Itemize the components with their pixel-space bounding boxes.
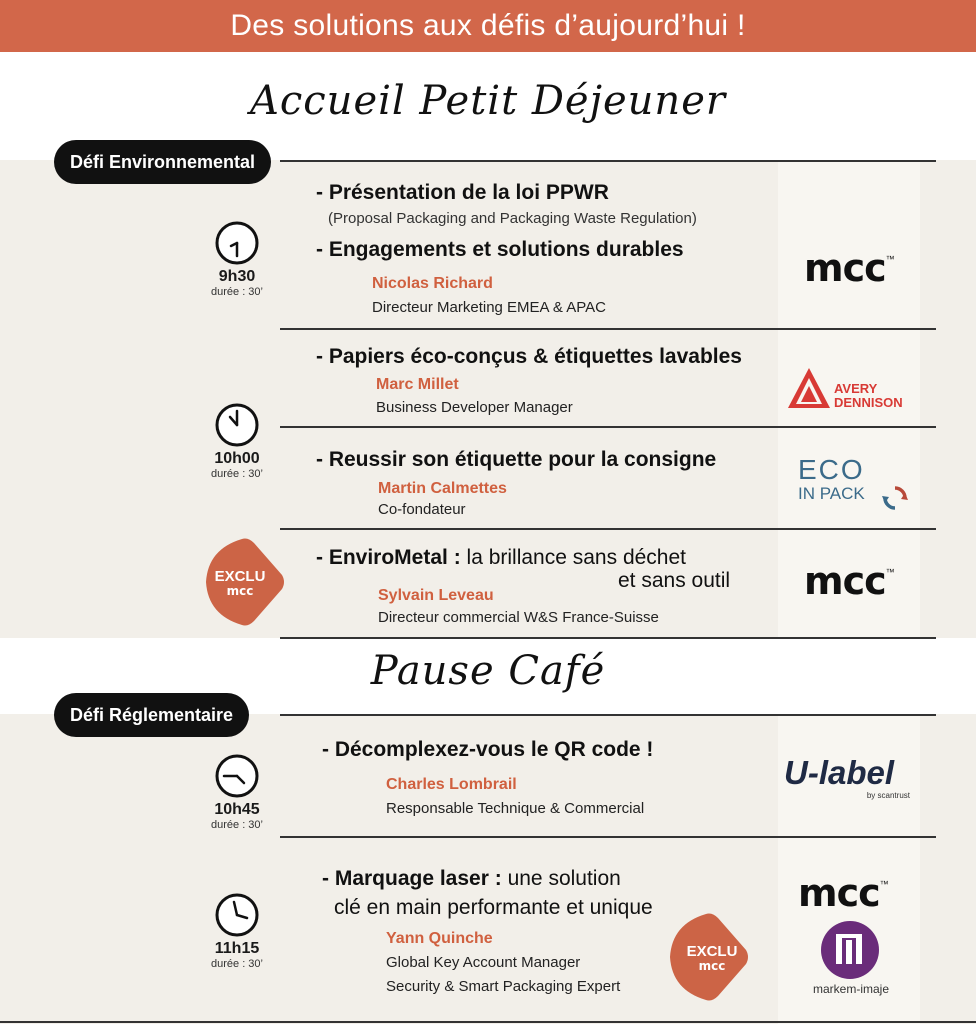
eco-in-pack-logo: ECO IN PACK	[798, 455, 910, 517]
section-pill-regulatory: Défi Réglementaire	[54, 693, 249, 737]
speaker-role: Directeur Marketing EMEA & APAC	[372, 299, 606, 316]
speaker-name: Sylvain Leveau	[378, 587, 494, 604]
env-rule-3	[280, 528, 936, 530]
markem-imaje-mark-icon	[820, 920, 880, 980]
mcc-logo: mcc™	[804, 246, 895, 290]
duration-label: durée : 30’	[211, 958, 263, 970]
env-rule-1	[280, 328, 936, 330]
session-topic: - Reussir son étiquette pour la consigne	[316, 448, 717, 471]
time-label: 10h45	[214, 801, 260, 818]
svg-text:mcc: mcc	[226, 584, 254, 598]
duration-label: durée : 30’	[211, 468, 263, 480]
session-topic: - Papiers éco-conçus & étiquettes lavables	[316, 345, 742, 368]
svg-text:mcc: mcc	[698, 959, 726, 973]
speaker-name: Marc Millet	[376, 376, 459, 393]
time-label: 9h30	[218, 268, 256, 285]
duration-label: durée : 30’	[211, 286, 263, 298]
duration-label: durée : 30’	[211, 819, 263, 831]
section-pill-environmental: Défi Environnemental	[54, 140, 271, 184]
markem-imaje-logo: markem-imaje	[796, 920, 906, 1000]
session-topic	[322, 867, 621, 891]
svg-text:EXCLU: EXCLU	[686, 943, 738, 960]
session-time-11h15	[187, 892, 287, 970]
exclu-badge	[204, 537, 286, 627]
time-label: 10h00	[214, 450, 260, 467]
reg-rule-1	[280, 836, 936, 838]
speaker-role: Security & Smart Packaging Expert	[386, 978, 621, 995]
speaker-role: Directeur commercial W&S France-Suisse	[378, 609, 659, 626]
clock-icon	[214, 892, 260, 938]
session-topic-line2: clé en main performante et unique	[334, 896, 653, 919]
speaker-role: Co-fondateur	[378, 501, 466, 518]
svg-text:EXCLU: EXCLU	[214, 568, 266, 585]
avery-dennison-mark-icon	[786, 366, 832, 410]
speaker-name: Yann Quinche	[386, 930, 493, 947]
time-label: 11h15	[214, 940, 260, 957]
exclu-badge	[668, 912, 750, 1002]
speaker-role: Business Developer Manager	[376, 399, 573, 416]
session-topic	[316, 546, 686, 570]
avery-dennison-logo: AVERY DENNISON	[786, 366, 916, 410]
session-time-10h00	[187, 402, 287, 480]
topic-bold: - EnviroMetal :	[316, 546, 461, 569]
session-topic: - Présentation de la loi PPWR	[316, 181, 609, 204]
u-label-logo: U-label by scantrust	[784, 754, 910, 800]
clock-icon	[214, 220, 260, 266]
speaker-name: Nicolas Richard	[372, 275, 493, 292]
session-topic: - Engagements et solutions durables	[316, 238, 684, 261]
coffee-break-heading: Pause Café	[370, 648, 606, 694]
page-banner: Des solutions aux défis d’aujourd’hui !	[0, 0, 976, 52]
topic-rest: la brillance sans déchet	[466, 546, 686, 569]
speaker-name: Martin Calmettes	[378, 480, 507, 497]
mcc-logo: mcc™	[804, 559, 895, 603]
env-rule-2	[280, 426, 936, 428]
session-time-9h30	[187, 220, 287, 298]
session-topic-subtitle: (Proposal Packaging and Packaging Waste Regulation)	[328, 210, 697, 227]
reg-bottom-rule	[0, 1021, 976, 1023]
clock-icon	[214, 753, 260, 799]
env-top-rule	[280, 160, 936, 162]
session-topic-line2: et sans outil	[618, 569, 731, 592]
recycle-arrows-icon	[882, 485, 908, 511]
reg-top-rule	[280, 714, 936, 716]
topic-bold: - Marquage laser :	[322, 867, 502, 890]
env-bottom-rule	[280, 637, 936, 639]
breakfast-heading: Accueil Petit Déjeuner	[249, 78, 726, 124]
mcc-logo: mcc™	[798, 871, 889, 915]
speaker-role: Responsable Technique & Commercial	[386, 800, 645, 817]
clock-icon	[214, 402, 260, 448]
speaker-name: Charles Lombrail	[386, 776, 517, 793]
session-topic: - Décomplexez-vous le QR code !	[322, 738, 654, 761]
speaker-role: Global Key Account Manager	[386, 954, 581, 971]
topic-rest: une solution	[507, 867, 621, 890]
session-time-10h45	[187, 753, 287, 831]
